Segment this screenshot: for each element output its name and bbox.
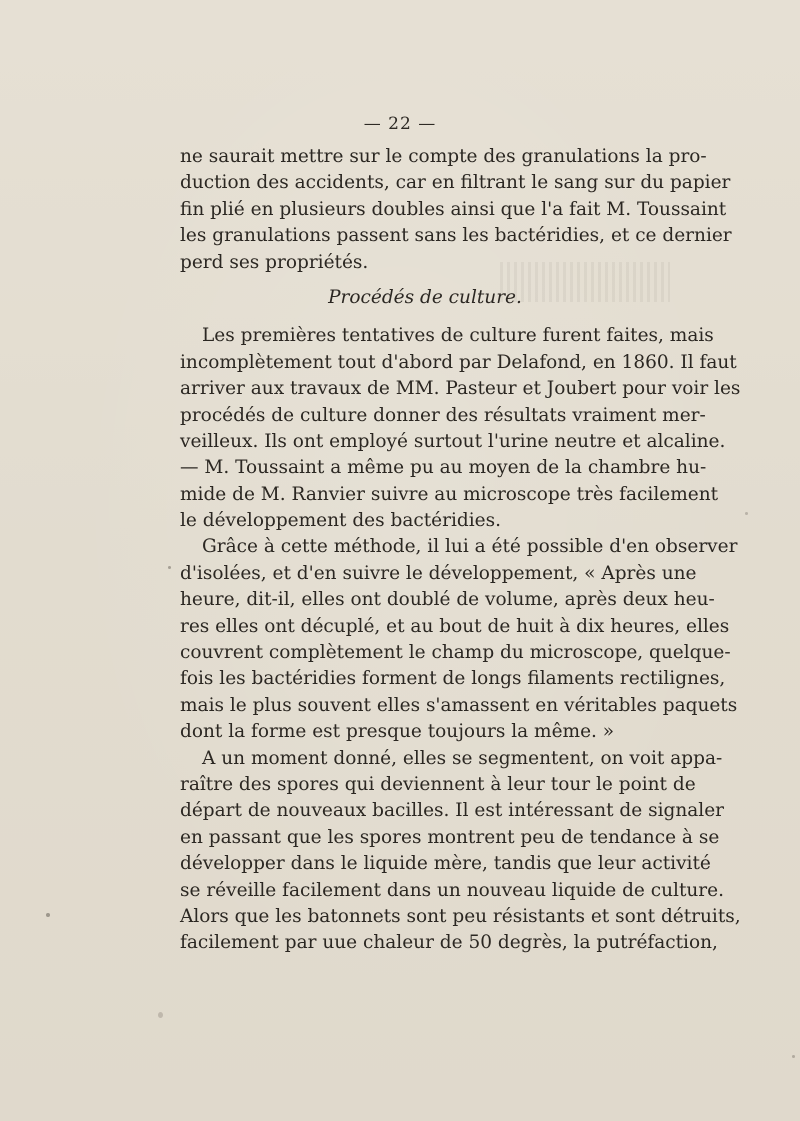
text-line: A un moment donné, elles se segmentent, on voit appa- bbox=[202, 747, 723, 769]
paper-speck bbox=[46, 913, 50, 917]
paper-speck bbox=[158, 1012, 163, 1018]
section-heading: Procédés de culture. bbox=[328, 286, 522, 308]
text-line: incomplètement tout d'abord par Delafond, en 1860. Il faut bbox=[180, 351, 737, 373]
text-line: en passant que les spores montrent peu de tendance à se bbox=[180, 826, 720, 848]
text-line: fois les bactéridies forment de longs filaments rectilignes, bbox=[180, 668, 726, 690]
paragraphs-after-heading bbox=[180, 323, 741, 956]
text-line: — M. Toussaint a même pu au moyen de la chambre hu- bbox=[180, 457, 707, 479]
paper-speck bbox=[168, 566, 171, 569]
text-line: Alors que les batonnets sont peu résistants et sont détruits, bbox=[180, 905, 741, 927]
text-line: couvrent complètement le champ du microscope, quelque- bbox=[180, 642, 731, 664]
text-line: Grâce à cette méthode, il lui a été possible d'en observer bbox=[202, 536, 738, 558]
page-number: — 22 — bbox=[363, 114, 437, 134]
text-line: procédés de culture donner des résultats vraiment mer- bbox=[180, 404, 706, 426]
text-line: dont la forme est presque toujours la même. » bbox=[180, 721, 615, 743]
text-line: veilleux. Ils ont employé surtout l'urine neutre et alcaline. bbox=[180, 430, 726, 452]
text-line: raître des spores qui deviennent à leur tour le point de bbox=[180, 773, 696, 795]
paragraph-before-heading bbox=[180, 144, 732, 276]
paper-speck bbox=[745, 512, 748, 515]
text-line: duction des accidents, car en filtrant le sang sur du papier bbox=[180, 172, 731, 194]
text-line: mide de M. Ranvier suivre au microscope très facilement bbox=[180, 483, 719, 505]
body-text bbox=[180, 144, 741, 957]
text-line: se réveille facilement dans un nouveau liquide de culture. bbox=[180, 879, 724, 901]
text-line: arriver aux travaux de MM. Pasteur et Joubert pour voir les bbox=[180, 378, 741, 400]
text-line: facilement par uue chaleur de 50 degrès, la putréfaction, bbox=[180, 932, 718, 954]
text-line: res elles ont décuplé, et au bout de huit à dix heures, elles bbox=[180, 615, 730, 637]
text-line: développer dans le liquide mère, tandis que leur activité bbox=[180, 853, 711, 875]
text-line: perd ses propriétés. bbox=[180, 251, 369, 273]
text-line: d'isolées, et d'en suivre le développement, « Après une bbox=[180, 562, 697, 584]
text-line: mais le plus souvent elles s'amassent en véritables paquets bbox=[180, 694, 738, 716]
text-line: heure, dit-il, elles ont doublé de volume, après deux heu- bbox=[180, 589, 715, 611]
text-line: fin plié en plusieurs doubles ainsi que l'a fait M. Toussaint bbox=[180, 198, 727, 220]
paper-speck bbox=[792, 1055, 795, 1058]
text-line: le développement des bactéridies. bbox=[180, 510, 501, 532]
text-line: départ de nouveaux bacilles. Il est intéressant de signaler bbox=[180, 800, 724, 822]
text-line: ne saurait mettre sur le compte des granulations la pro- bbox=[180, 146, 707, 167]
text-line: Les premières tentatives de culture furent faites, mais bbox=[202, 325, 714, 347]
text-line: les granulations passent sans les bactéridies, et ce dernier bbox=[180, 225, 732, 247]
